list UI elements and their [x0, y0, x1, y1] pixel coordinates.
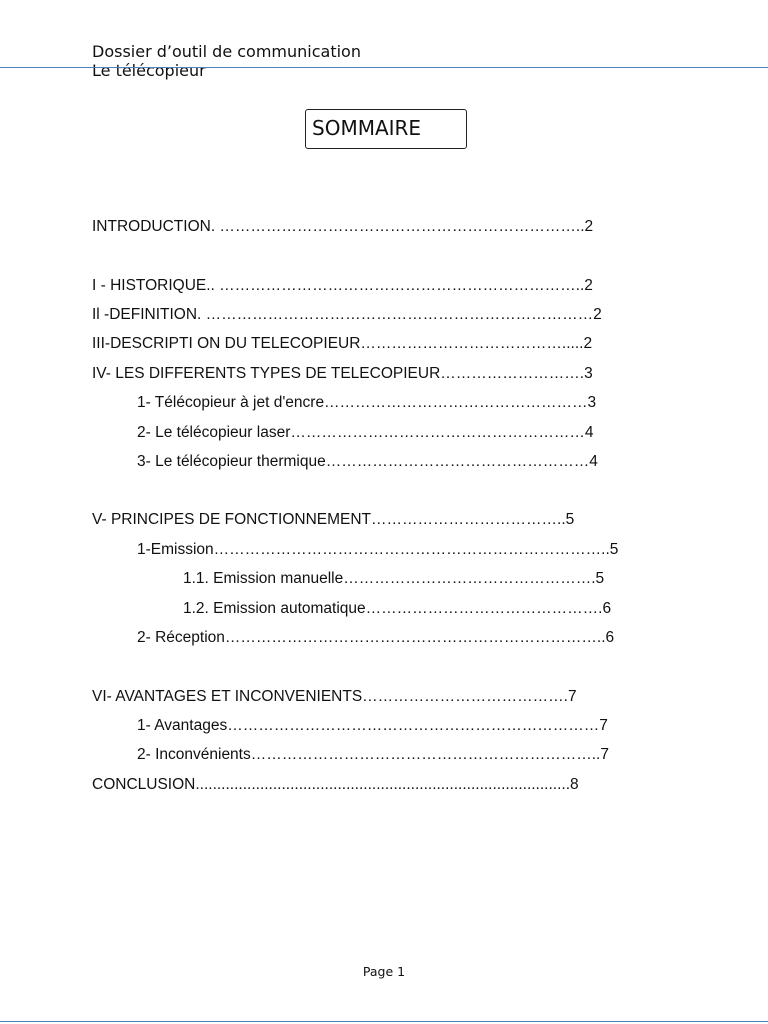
toc-entry-emission-manuelle: 1.1. Emission manuelle………………………………………….5 [183, 570, 605, 587]
toc-entry-introduction: INTRODUCTION. ……………………………………………………………..2 [92, 218, 594, 235]
sommaire-title-box [305, 109, 467, 149]
toc-entry-emission: 1-Emission…………………………………………………………………..5 [137, 541, 619, 558]
toc-entry-avantages-inconvenients: VI- AVANTAGES ET INCONVENIENTS………………………………….7 [92, 688, 577, 705]
toc-entry-inconvenients: 2- Inconvénients…………………………………………………………..7 [137, 746, 609, 763]
header-rule [0, 67, 768, 68]
sommaire-title: SOMMAIRE [312, 116, 422, 140]
toc-entry-avantages: 1- Avantages………………………………………………………………7 [137, 717, 608, 734]
page-header [92, 42, 361, 80]
page-number: Page 1 [362, 964, 406, 979]
header-document-subtitle: Le télécopieur [92, 61, 206, 80]
toc-entry-reception: 2- Réception………………………………………………………………..6 [137, 629, 615, 646]
toc-entry-emission-automatique: 1.2. Emission automatique……………………………………….6 [183, 600, 612, 617]
toc-entry-thermique: 3- Le télécopieur thermique……………………………………………4 [137, 453, 598, 470]
toc-entry-principes: V- PRINCIPES DE FONCTIONNEMENT………………………………..5 [92, 511, 575, 528]
toc-entry-historique: I - HISTORIQUE.. ……………………………………………………………..2 [92, 277, 593, 294]
footer-rule [0, 1021, 768, 1022]
toc-entry-definition: Il -DEFINITION. …………………………………………………………………2 [92, 306, 602, 323]
toc-entry-jet-encre: 1- Télécopieur à jet d'encre……………………………………………3 [137, 394, 597, 411]
header-document-title: Dossier d’outil de communication [92, 42, 361, 61]
toc-entry-description: III-DESCRIPTI ON DU TELECOPIEUR………………………………….....2 [92, 335, 593, 352]
toc-entry-laser: 2- Le télécopieur laser…………………………………………………4 [137, 424, 594, 441]
toc-entry-conclusion: CONCLUSION.......................................................................................8 [92, 776, 579, 793]
toc-entry-types: IV- LES DIFFERENTS TYPES DE TELECOPIEUR……………………….3 [92, 365, 593, 382]
